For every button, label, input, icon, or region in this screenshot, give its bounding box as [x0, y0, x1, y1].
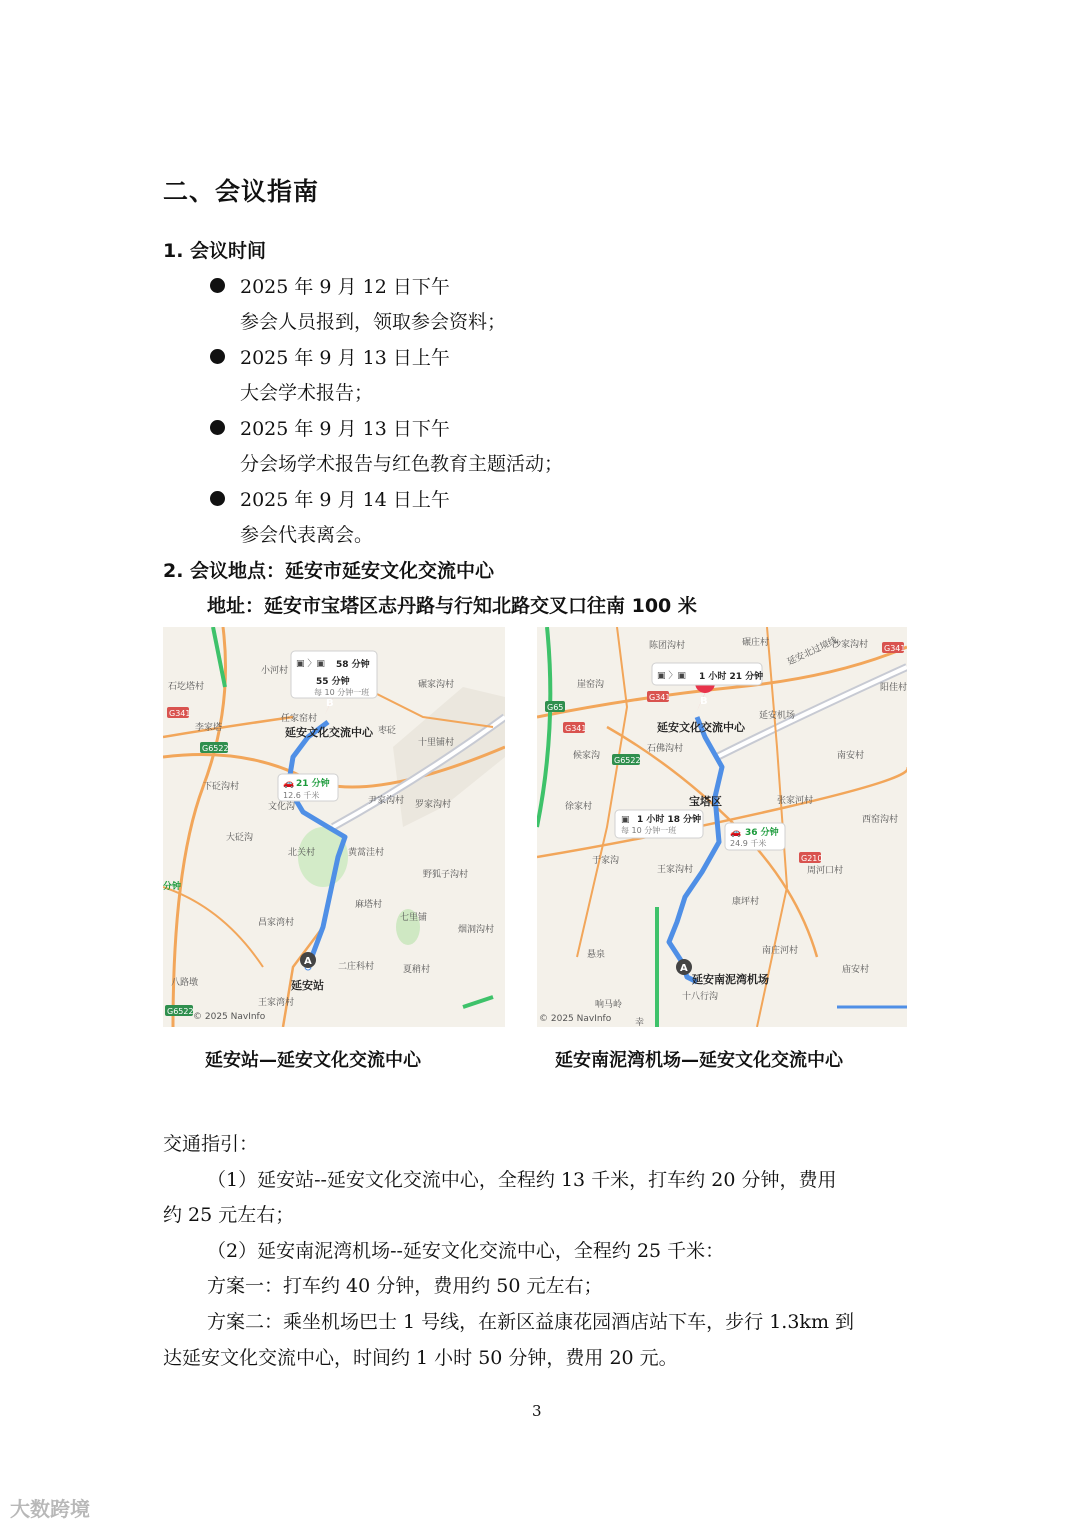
district-label: 宝塔区 — [689, 795, 722, 808]
svg-text:七里铺: 七里铺 — [400, 913, 428, 923]
svg-text:南庄河村: 南庄河村 — [762, 946, 799, 956]
map-copyright: © 2025 NavInfo — [539, 1014, 612, 1024]
traffic-paragraph: 达延安文化交流中心，时间约 1 小时 50 分钟，费用 20 元。 — [163, 1347, 678, 1369]
schedule-desc: 参会代表离会。 — [240, 524, 374, 546]
meeting-time-title: 1. 会议时间 — [163, 240, 267, 262]
drive-time: 21 分钟 — [296, 779, 330, 789]
svg-text:尹家沟村: 尹家沟村 — [368, 796, 405, 806]
shield-label: G6522 — [167, 1007, 194, 1016]
page-number: 3 — [532, 1402, 542, 1420]
transit-frequency: 每 10 分钟一班 — [621, 826, 677, 835]
shield-label: G341 — [169, 709, 191, 718]
svg-text:枣砭: 枣砭 — [378, 726, 397, 736]
schedule-date: 2025 年 9 月 13 日上午 — [240, 347, 450, 369]
bullet-icon — [210, 349, 225, 364]
svg-text:野狐子沟村: 野狐子沟村 — [423, 870, 469, 880]
svg-text:下砭沟村: 下砭沟村 — [203, 782, 240, 792]
map-copyright: © 2025 NavInfo — [193, 1012, 266, 1022]
svg-text:碾庄村: 碾庄村 — [742, 638, 770, 648]
drive-distance: 24.9 千米 — [730, 839, 767, 848]
section-heading: 二、会议指南 — [163, 177, 320, 206]
svg-text:王家湾村: 王家湾村 — [258, 998, 295, 1008]
svg-text:幸: 幸 — [635, 1018, 645, 1027]
svg-text:十里铺村: 十里铺村 — [418, 738, 455, 748]
svg-text:悬泉: 悬泉 — [587, 950, 606, 960]
marker-a-label: A — [680, 963, 688, 974]
schedule-desc: 参会人员报到，领取参会资料； — [240, 311, 507, 333]
svg-text:沙家沟村: 沙家沟村 — [832, 640, 869, 650]
map-canvas — [163, 627, 505, 1027]
route-map-airport[interactable] — [537, 627, 907, 1027]
svg-text:响马岭: 响马岭 — [595, 1000, 623, 1010]
schedule-desc: 大会学术报告； — [240, 382, 374, 404]
svg-text:文化沟: 文化沟 — [268, 802, 296, 812]
airport-label: 延安机场 — [759, 711, 796, 721]
svg-text:烟洞沟村: 烟洞沟村 — [458, 925, 495, 935]
svg-text:八路墩: 八路墩 — [171, 978, 199, 988]
svg-text:庙安村: 庙安村 — [842, 965, 870, 975]
svg-text:徐家村: 徐家村 — [565, 802, 593, 812]
drive-distance: 12.6 千米 — [283, 791, 320, 800]
svg-text:大砭沟: 大砭沟 — [226, 833, 254, 843]
traffic-paragraph: （2）延安南泥湾机场--延安文化交流中心，全程约 25 千米： — [207, 1240, 725, 1262]
transit-time: 55 分钟 — [316, 677, 350, 687]
svg-text:陈团沟村: 陈团沟村 — [649, 641, 686, 651]
watermark: 大数跨境 — [10, 1497, 90, 1521]
svg-text:昌家湾村: 昌家湾村 — [258, 918, 295, 928]
venue-address: 地址：延安市宝塔区志丹路与行知北路交叉口往南 100 米 — [207, 595, 697, 617]
svg-text:十八行沟: 十八行沟 — [682, 992, 719, 1002]
transit-frequency: 每 10 分钟一班 — [314, 688, 370, 697]
svg-text:任家窑村: 任家窑村 — [281, 714, 318, 724]
svg-text:夏稍村: 夏稍村 — [403, 965, 431, 975]
svg-text:南安村: 南安村 — [837, 751, 865, 761]
road-label: 延安北过境线 — [786, 635, 840, 668]
svg-text:小河村: 小河村 — [261, 666, 289, 676]
side-time: 分钟 — [163, 882, 182, 892]
svg-text:李家塔: 李家塔 — [195, 723, 223, 733]
svg-text:北关村: 北关村 — [288, 848, 316, 858]
shield-label: G6522 — [614, 756, 641, 765]
map-caption: 延安南泥湾机场—延安文化交流中心 — [555, 1050, 843, 1071]
end-label: 延安文化交流中心 — [657, 721, 745, 734]
svg-text:罗家沟村: 罗家沟村 — [415, 800, 452, 810]
marker-b-label: B — [326, 698, 334, 709]
svg-text:周河口村: 周河口村 — [807, 866, 844, 876]
marker-a-label: A — [304, 956, 312, 967]
traffic-paragraph: 方案二：乘坐机场巴士 1 号线，在新区益康花园酒店站下车，步行 1.3km 到 — [207, 1311, 854, 1333]
svg-text:▣ 〉▣: ▣ 〉▣ — [657, 671, 686, 681]
svg-text:阳佳村: 阳佳村 — [880, 683, 907, 693]
svg-text:张家河村: 张家河村 — [777, 796, 814, 806]
svg-text:王家沟村: 王家沟村 — [657, 865, 694, 875]
traffic-paragraph: （1）延安站--延安文化交流中心，全程约 13 千米，打车约 20 分钟，费用 — [207, 1169, 837, 1191]
svg-text:二庄科村: 二庄科村 — [338, 962, 375, 972]
bullet-icon — [210, 420, 225, 435]
end-label: 延安文化交流中心 — [285, 726, 373, 739]
shield-label: G341 — [884, 644, 906, 653]
start-label: 延安站 — [291, 979, 324, 992]
transit-time: 58 分钟 — [336, 660, 370, 670]
svg-text:石圪塔村: 石圪塔村 — [168, 682, 205, 692]
svg-text:▣: ▣ — [621, 815, 630, 825]
svg-text:崖窑沟: 崖窑沟 — [577, 680, 605, 690]
svg-text:于家沟: 于家沟 — [592, 856, 620, 866]
traffic-paragraph: 约 25 元左右； — [163, 1204, 295, 1226]
svg-text:康坪村: 康坪村 — [732, 897, 760, 907]
traffic-paragraph: 方案一：打车约 40 分钟，费用约 50 元左右； — [207, 1275, 603, 1297]
svg-text:石佛沟村: 石佛沟村 — [647, 744, 684, 754]
svg-text:候家沟: 候家沟 — [573, 751, 601, 761]
svg-text:黄蒿洼村: 黄蒿洼村 — [348, 848, 385, 858]
svg-text:碾家沟村: 碾家沟村 — [418, 680, 455, 690]
marker-b-label: B — [700, 696, 708, 707]
map-caption: 延安站—延安文化交流中心 — [205, 1050, 421, 1071]
svg-text:西窑沟村: 西窑沟村 — [862, 815, 899, 825]
shield-label: G6522 — [202, 744, 229, 753]
traffic-title: 交通指引： — [163, 1133, 259, 1155]
shield-label: G65 — [547, 703, 564, 712]
map-canvas — [537, 627, 907, 1027]
schedule-desc: 分会场学术报告与红色教育主题活动； — [240, 453, 564, 475]
transit-time: 1 小时 21 分钟 — [699, 672, 764, 682]
shield-label: G210 — [801, 854, 823, 863]
svg-text:🚗: 🚗 — [283, 779, 295, 789]
schedule-date: 2025 年 9 月 12 日下午 — [240, 276, 450, 298]
svg-text:▣ 〉▣: ▣ 〉▣ — [296, 659, 325, 669]
bullet-icon — [210, 278, 225, 293]
svg-text:🚗: 🚗 — [730, 828, 742, 838]
transit-time: 1 小时 18 分钟 — [637, 815, 702, 825]
shield-label: G341 — [649, 693, 671, 702]
drive-time: 36 分钟 — [745, 828, 779, 838]
bullet-icon — [210, 491, 225, 506]
start-label: 延安南泥湾机场 — [692, 973, 769, 986]
shield-label: G341 — [565, 724, 587, 733]
meeting-venue-title: 2. 会议地点：延安市延安文化交流中心 — [163, 560, 495, 582]
schedule-date: 2025 年 9 月 13 日下午 — [240, 418, 450, 440]
schedule-date: 2025 年 9 月 14 日上午 — [240, 489, 450, 511]
route-map-station[interactable] — [163, 627, 505, 1027]
svg-text:麻塔村: 麻塔村 — [355, 900, 383, 910]
